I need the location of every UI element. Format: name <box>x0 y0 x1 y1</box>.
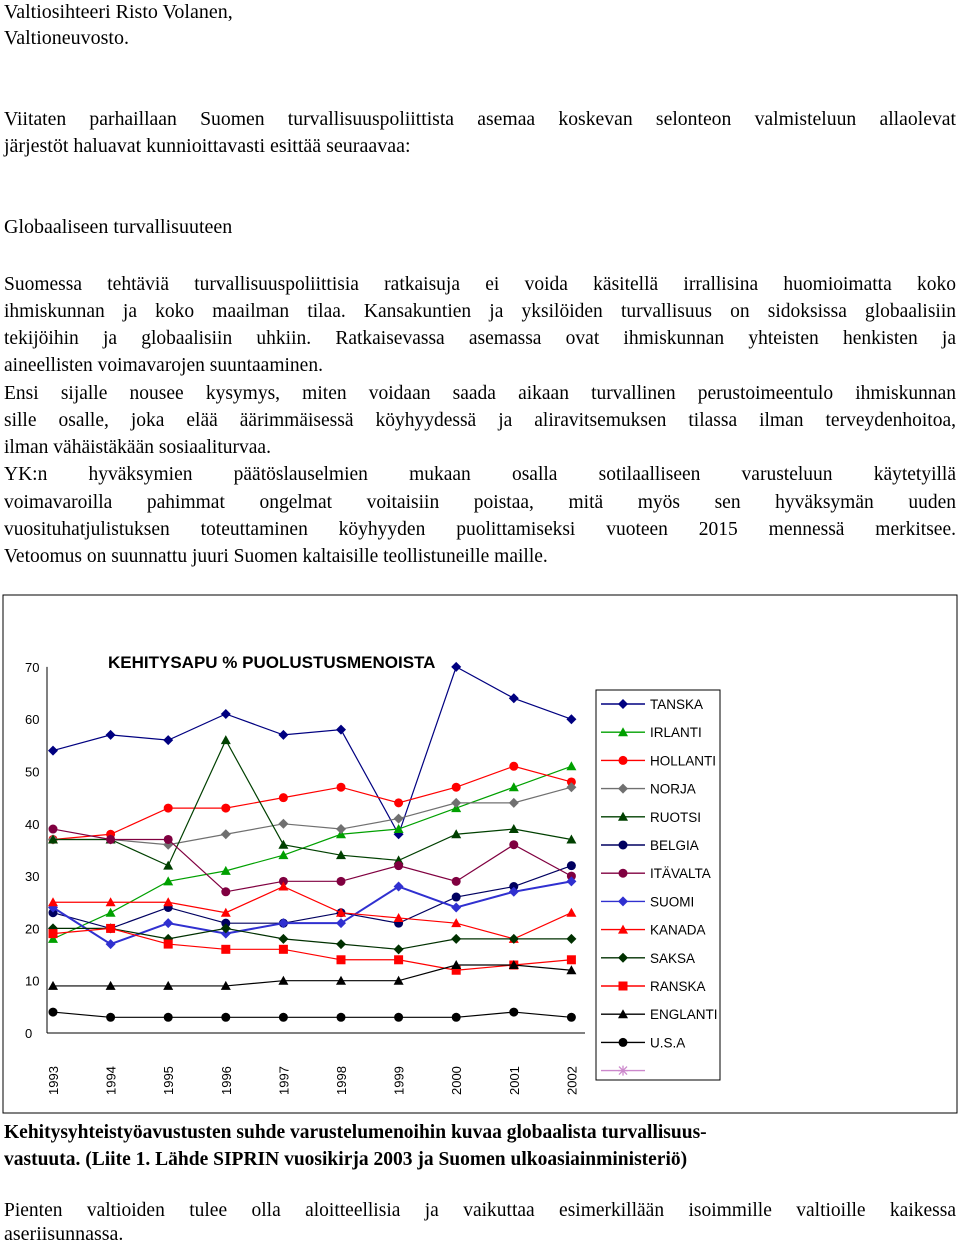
legend-label: BELGIA <box>650 838 699 853</box>
data-point <box>452 877 461 886</box>
data-point <box>509 762 518 771</box>
x-tick-label: 1993 <box>46 1066 61 1095</box>
data-point <box>337 1013 346 1022</box>
y-tick-label: 40 <box>25 816 40 832</box>
y-tick-label: 70 <box>25 659 40 675</box>
paragraph-1-line-3: tekijöihin ja globaalisiin uhkiin. Ratkaisevassa asemassa ovat ihmiskunnan yhteisten henkisten ja <box>4 328 956 349</box>
legend-marker <box>619 756 628 765</box>
caption-line-1: Kehitysyhteistyöavustusten suhde varustelumenoihin kuvaa globaalista turvallisuus- <box>4 1122 707 1143</box>
paragraph-2-line-2: sille osalle, joka elää äärimmäisessä köyhyydessä ja aliravitsemuksen tilassa ilman terveydenhoitoa, <box>4 410 956 431</box>
data-point <box>49 825 58 834</box>
data-point <box>106 835 115 844</box>
paragraph-2-line-1: Ensi sijalle nousee kysymys, miten voidaan saada aikaan turvallinen perustoimeentulo ihmiskunnan <box>4 383 956 404</box>
paragraph-3-line-3: vuosituhatjulistuksen toteuttaminen köyhyyden puolittamiseksi vuoteen 2015 mennessä merkitsee. <box>4 519 956 540</box>
data-point <box>567 955 576 964</box>
data-point <box>49 1008 58 1017</box>
data-point <box>221 804 230 813</box>
legend-label: NORJA <box>650 781 696 797</box>
chart-frame <box>3 595 957 1113</box>
x-tick-label: 1995 <box>161 1066 177 1095</box>
legend-label: ENGLANTI <box>650 1007 718 1023</box>
x-tick-label: 1999 <box>391 1066 407 1095</box>
data-point <box>221 945 230 954</box>
data-point <box>221 887 230 896</box>
y-tick-label: 30 <box>25 869 40 885</box>
section-title: Globaaliseen turvallisuuteen <box>4 216 233 238</box>
data-point <box>106 924 115 933</box>
x-tick-label: 1998 <box>334 1066 349 1095</box>
legend-marker <box>619 1038 628 1047</box>
paragraph-1-line-4: aineellisten voimavarojen suuntaaminen. <box>4 355 323 376</box>
legend-label: IRLANTI <box>650 725 702 741</box>
data-point <box>567 861 576 870</box>
line-chart <box>0 590 960 1115</box>
data-point <box>221 1013 230 1022</box>
data-point <box>452 893 461 902</box>
x-tick-label: 2000 <box>449 1066 465 1095</box>
data-point <box>394 798 403 807</box>
legend-marker <box>618 1066 628 1076</box>
data-point <box>394 955 403 964</box>
data-point <box>394 1013 403 1022</box>
data-point <box>164 940 173 949</box>
data-point <box>509 840 518 849</box>
legend-label: HOLLANTI <box>650 753 717 769</box>
y-tick-label: 50 <box>25 764 40 780</box>
data-point <box>394 861 403 870</box>
data-point <box>106 1013 115 1022</box>
intro-line-2: järjestöt haluavat kunnioittavasti esittää seuraavaa: <box>4 135 411 157</box>
legend-marker <box>619 841 628 850</box>
data-point <box>164 804 173 813</box>
x-tick-label: 1996 <box>218 1066 234 1095</box>
x-tick-label: 1994 <box>103 1066 119 1095</box>
closing-line-2: aseriisunnassa. <box>4 1223 124 1245</box>
legend-label: RANSKA <box>650 979 706 994</box>
paragraph-1-line-1: Suomessa tehtäviä turvallisuuspoliittisia ratkaisuja ei voida käsitellä irrallisina huomioimatta koko <box>4 274 956 295</box>
legend-label: RUOTSI <box>650 809 702 825</box>
y-tick-label: 10 <box>25 973 40 989</box>
data-point <box>452 783 461 792</box>
data-point <box>337 783 346 792</box>
header-line-2: Valtioneuvosto. <box>4 27 129 49</box>
paragraph-3-line-2: voimavaroilla pahimmat ongelmat voitaisiin poistaa, mitä myös sen hyväksymän uuden <box>4 492 956 513</box>
data-point <box>509 1008 518 1017</box>
paragraph-1-line-2: ihmiskunnan ja koko maailman tilaa. Kansakuntien ja yksilöiden turvallisuus on sidoksissa globaalisiin <box>4 301 956 322</box>
data-point <box>279 793 288 802</box>
data-point <box>164 1013 173 1022</box>
y-tick-label: 60 <box>25 712 40 728</box>
data-point <box>49 929 58 938</box>
paragraph-3-line-4: Vetoomus on suunnattu juuri Suomen kaltaisille teollistuneille maille. <box>4 546 548 567</box>
data-point <box>337 955 346 964</box>
intro-line-1: Viitaten parhaillaan Suomen turvallisuuspoliittista asemaa koskevan selonteon valmisteluun allaolevat <box>4 108 956 130</box>
x-tick-label: 2002 <box>564 1066 580 1095</box>
legend-marker <box>619 869 628 878</box>
legend-label: U.S.A <box>650 1035 686 1051</box>
x-tick-label: 2001 <box>506 1066 522 1095</box>
legend-label: SUOMI <box>650 894 695 910</box>
data-point <box>279 945 288 954</box>
data-point <box>452 1013 461 1022</box>
data-point <box>337 877 346 886</box>
y-tick-label: 0 <box>25 1026 33 1041</box>
chart-title: KEHITYSAPU % PUOLUSTUSMENOISTA <box>108 653 436 672</box>
data-point <box>164 835 173 844</box>
y-tick-label: 20 <box>25 921 40 937</box>
legend-marker <box>619 982 628 991</box>
legend-label: TANSKA <box>650 697 704 712</box>
legend-label: ITÄVALTA <box>650 866 711 882</box>
paragraph-2-line-3: ilman vähäistäkään sosiaaliturvaa. <box>4 437 271 458</box>
paragraph-3-line-1: YK:n hyväksymien päätöslauselmien mukaan osalla sotilaalliseen varusteluun käytetyillä <box>4 464 956 485</box>
closing-line-1: Pienten valtioiden tulee olla aloitteellisia ja vaikuttaa esimerkillään isoimmille valtioille kaikessa <box>4 1200 956 1221</box>
x-tick-label: 1997 <box>276 1066 292 1095</box>
data-point <box>567 1013 576 1022</box>
header-line-1: Valtiosihteeri Risto Volanen, <box>4 1 233 23</box>
legend-label: KANADA <box>650 922 706 938</box>
caption-line-2: vastuuta. (Liite 1. Lähde SIPRIN vuosikirja 2003 ja Suomen ulkoasiainministeriö) <box>4 1149 688 1170</box>
legend-label: SAKSA <box>650 950 696 966</box>
data-point <box>279 1013 288 1022</box>
